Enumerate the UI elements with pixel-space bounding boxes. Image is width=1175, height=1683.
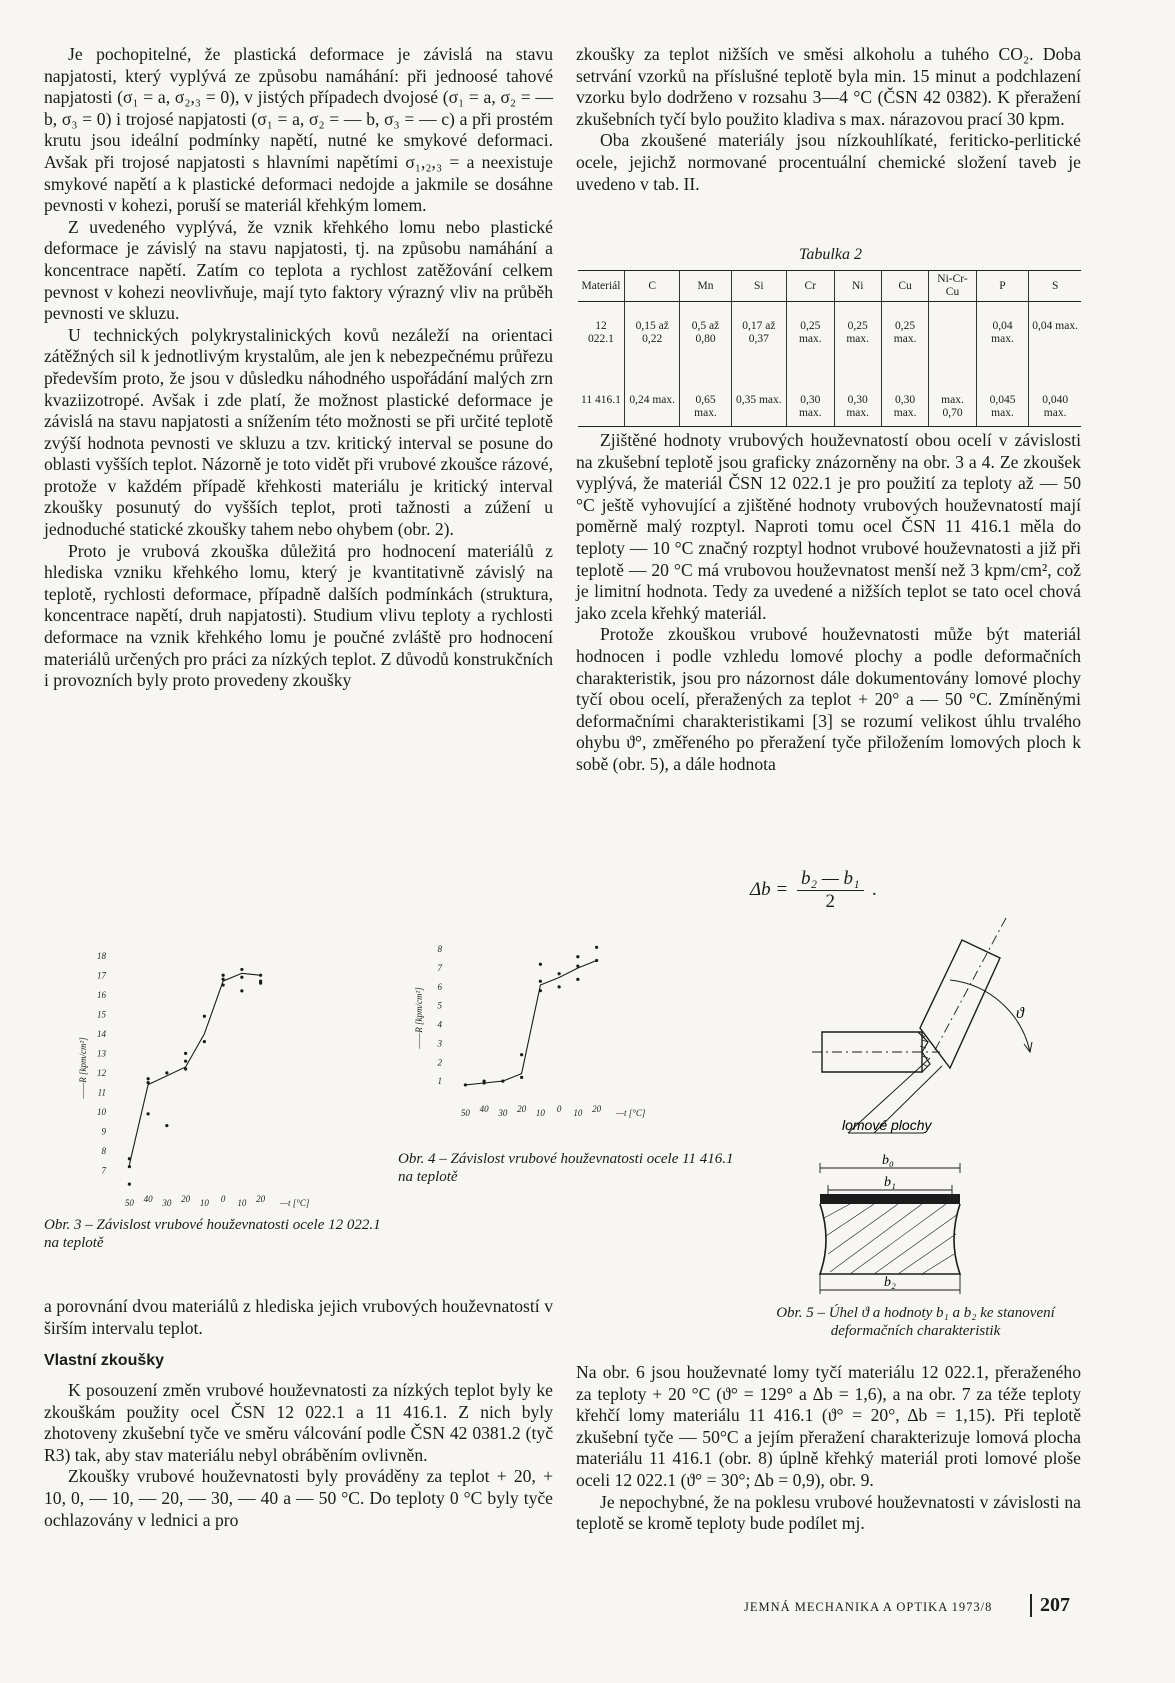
x-tick-label: 40 xyxy=(143,1194,153,1204)
paragraph: U technických polykrystalinických kovů nezáleží na orientaci zátěžných sil k jednotlivým krystalům, ale jen k nebezpečnému průřezu především proto, že jsou v důsledku náhodného uspořádání malých zrn kvaziizotropé. Avšak i zde platí, že možnost plastické deformace je závislá na stavu napjatosti a snížením této možnosti se při určité teplotě zvýší hodnota pevnosti ve skluzu a tzv. kritický interval se posune do oblasti vyšších teplot. Názorně je toto vidět při vrubové zkoušce rázové, protože v každém případě křehkosti materiálu je kritický interval zkoušky posunutý do vyšších teplot, proti tažnosti a zúžení u jednoduché statické zkoušky tahem nebo ohybem (obr. 2). xyxy=(44,324,553,540)
data-point xyxy=(240,976,243,979)
formula-denominator: 2 xyxy=(825,891,836,912)
formula-numerator: b₂ — b₁ xyxy=(797,868,864,891)
data-point xyxy=(595,946,598,949)
composition-table xyxy=(578,270,1081,427)
y-tick-label: 14 xyxy=(97,1028,106,1039)
data-point xyxy=(539,989,542,992)
table-header: Materiál xyxy=(578,271,624,302)
data-point xyxy=(165,1071,168,1074)
y-tick-label: 18 xyxy=(97,950,106,961)
notch-band xyxy=(820,1194,960,1204)
x-tick-label: 20 xyxy=(256,1194,266,1204)
table-header: Si xyxy=(731,271,787,302)
paragraph: K posouzení změn vrubové houževnatosti za nízkých teplot byly ke zkouškám použity ocel ČSN 12 022.1 a 11 416.1. Z nich byly zhotoveny zkušební tyče ve směru válcování podle ČSN 42 0381.2 (tyč R3) tak, aby stav materiálu nebyl obráběním ovlivněn. xyxy=(44,1380,553,1465)
y-tick-label: 12 xyxy=(97,1067,106,1078)
y-tick-label: 8 xyxy=(437,944,442,955)
right-column-text-bottom xyxy=(576,1362,1081,1535)
data-point xyxy=(184,1052,187,1055)
theta-label: ϑ xyxy=(1016,1005,1024,1022)
data-point xyxy=(558,985,561,988)
data-point xyxy=(240,968,243,971)
b1-label: b₁ xyxy=(884,1175,896,1190)
paragraph: Proto je vrubová zkouška důležitá pro hodnocení materiálů z hlediska vzniku křehkého lomu, který je kvantitativně závislý na teplotě, rychlosti deformace, případně dalších podmínkách (struktura, koncentrace napětí, druh napjatosti). Studium vlivu teploty a rychlosti deformace na vznik křehkého lomu je poučné zvláště pro hodnocení materiálů určených pro práci za nízkých teplot. Z důvodů konstrukčních i provozních byly proto provedeny zkoušky xyxy=(44,540,553,691)
section-heading: Vlastní zkoušky xyxy=(44,1352,165,1369)
formula-tail: . xyxy=(872,878,878,900)
table-cell: 0,30 max. xyxy=(787,384,834,427)
figure-5-diagram xyxy=(810,918,1070,1298)
y-tick-label: 7 xyxy=(101,1165,106,1176)
y-tick-label: 8 xyxy=(101,1145,106,1156)
b0-label: b₀ xyxy=(882,1153,894,1168)
data-point xyxy=(222,983,225,986)
data-point xyxy=(184,1067,187,1070)
x-axis-label: —t [°C] xyxy=(616,1108,646,1118)
x-tick-label: 50 xyxy=(124,1198,134,1208)
y-tick-label: 3 xyxy=(437,1038,442,1049)
table-cell: 0,35 max. xyxy=(731,384,787,427)
right-column-text-top xyxy=(576,44,1081,195)
data-point xyxy=(203,1040,206,1043)
table-title: Tabulka 2 xyxy=(799,246,862,263)
x-tick-label: 20 xyxy=(517,1104,527,1114)
y-tick-label: 5 xyxy=(437,1000,442,1011)
data-point xyxy=(595,959,598,962)
delta-b-formula xyxy=(750,868,877,913)
table-cell: 0,04 max. xyxy=(1029,302,1081,385)
data-point xyxy=(147,1112,150,1115)
left-column-text-bottom2 xyxy=(44,1380,553,1531)
figure-4-caption xyxy=(398,1150,738,1186)
y-tick-label: 16 xyxy=(97,989,106,1000)
series-line xyxy=(129,973,260,1164)
right-column-text-mid xyxy=(576,430,1081,776)
data-point xyxy=(259,980,262,983)
figure-3-chart xyxy=(80,940,350,1210)
data-point xyxy=(520,1053,523,1056)
figure-4-chart xyxy=(414,926,690,1136)
data-point xyxy=(184,1060,187,1063)
table-row xyxy=(578,302,1081,385)
data-point xyxy=(501,1080,504,1083)
table-header: Cu xyxy=(881,271,928,302)
y-tick-label: 6 xyxy=(437,981,442,992)
table-cell: 0,25 max. xyxy=(834,302,881,385)
data-point xyxy=(147,1077,150,1080)
figure-3-caption xyxy=(44,1216,384,1252)
formula-lhs: Δb = xyxy=(750,878,789,900)
table-cell: 0,30 max. xyxy=(834,384,881,427)
table-cell: 0,17 až 0,37 xyxy=(731,302,787,385)
table-cell: 0,30 max. xyxy=(881,384,928,427)
formula-fraction xyxy=(797,868,864,913)
x-axis-label: —t [°C] xyxy=(280,1198,310,1208)
data-point xyxy=(128,1183,131,1186)
y-tick-label: 15 xyxy=(97,1009,106,1020)
x-tick-label: 10 xyxy=(237,1198,247,1208)
left-column-text xyxy=(44,44,553,692)
data-point xyxy=(464,1083,467,1086)
y-tick-label: 4 xyxy=(437,1019,442,1030)
data-point xyxy=(483,1080,486,1083)
paragraph: Je nepochybné, že na poklesu vrubové houževnatosti v závislosti na teplotě se kromě teploty bude podílet mj. xyxy=(576,1491,1081,1534)
table-header: S xyxy=(1029,271,1081,302)
table-header: Ni xyxy=(834,271,881,302)
lomove-plochy-label: lomové plochy xyxy=(842,1117,932,1133)
x-tick-label: 10 xyxy=(199,1198,209,1208)
paragraph: zkoušky za teplot nižších ve směsi alkoholu a tuhého CO₂. Doba setrvání vzorků na příslušné teplotě byla min. 15 minut a podchlazení vzorku bylo dodrženo v rozsahu 3—4 °C (ČSN 42 0382). K přeražení zkušebních tyčí bylo použito kladiva s max. nárazovou prací 30 kpm. xyxy=(576,44,1081,129)
specimen-inclined xyxy=(920,940,1000,1068)
paragraph: Protože zkouškou vrubové houževnatosti může být materiál hodnocen i podle vzhledu lomové plochy a podle deformačních charakteristik, jsou pro názornost dále dokumentovány lomové plochy tyčí obou ocelí, přeražených za teplot + 20° a — 50 °C. Zmíněnými deformačními charakteristikami [3] se rozumí velikost úhlu trvalého ohybu ϑ°, změřeného po přeražení tyče přiložením lomových ploch k sobě (obr. 5), a dále hodnota xyxy=(576,624,1081,774)
table-header: Ni-Cr-Cu xyxy=(929,271,976,302)
data-point xyxy=(576,965,579,968)
table-header: Cr xyxy=(787,271,834,302)
y-tick-label: 10 xyxy=(97,1106,106,1117)
data-point xyxy=(203,1015,206,1018)
data-point xyxy=(576,978,579,981)
data-point xyxy=(558,972,561,975)
table-cell: 0,25 max. xyxy=(881,302,928,385)
data-point xyxy=(222,974,225,977)
x-tick-label: 50 xyxy=(460,1108,470,1118)
table-cell: 12 022.1 xyxy=(588,320,614,345)
table-cell: 0,045 max. xyxy=(976,384,1029,427)
b2-label: b₂ xyxy=(884,1275,896,1290)
caption-text: Obr. 4 – Závislost vrubové houževnatosti ocele 11 416.1 na teplotě xyxy=(398,1151,734,1185)
table-cell: 0,25 max. xyxy=(787,302,834,385)
left-column-text-bottom xyxy=(44,1296,553,1339)
table-cell: 0,24 max. xyxy=(624,384,680,427)
x-tick-label: 20 xyxy=(592,1104,602,1114)
x-tick-label: 0 xyxy=(556,1104,562,1114)
data-point xyxy=(520,1076,523,1079)
y-tick-label: 17 xyxy=(97,970,106,981)
x-tick-label: 10 xyxy=(535,1108,545,1118)
paragraph: Na obr. 6 jsou houževnaté lomy tyčí materiálu 12 022.1, přeraženého za teploty + 20 °C (ϑ° = 129° a Δb = 1,6), a na obr. 7 za téže teploty křehčí lomy materiálu 11 416.1 (ϑ° = 20°, Δb = 1,15). Při teplotě zkušební tyče — 50°C a jejím přeražení charakterizuje lomová plocha materiálu 11 416.1 (obr. 8) úplně křehký materiál proti lomové ploše oceli 12 022.1 (ϑ° = 30°; Δb = 0,9), obr. 9. xyxy=(576,1362,1081,1490)
y-tick-label: 7 xyxy=(437,963,442,974)
data-point xyxy=(147,1081,150,1084)
paragraph: Je pochopitelné, že plastická deformace je závislá na stavu napjatosti, který vyplývá ze způsobu namáhání: při jednoosé tahové napjatosti (σ₁ = a, σ₂,₃ = 0), v jistých případech dvojosé (σ₁ = a, σ₂ = — b, σ₃ = 0) i trojosé napjatosti (σ₁ = a, σ₂ = — b, σ₃ = — c) a při prostém krutu jsou ideální podmínky napětí, nutné ke smykové deformaci. Avšak při trojosé napjatosti s hlavními napětími σ₁,₂,₃ = a neexistuje smykové napětí a k plastické deformaci nedojde a jakmile se dosáhne pevnosti v kohezi, poruší se materiál křehkým lomem. xyxy=(44,44,553,216)
caption-text: Obr. 3 – Závislost vrubové houževnatosti ocele 12 022.1 na teplotě xyxy=(44,1217,381,1251)
table-row xyxy=(578,384,1081,427)
y-tick-label: 9 xyxy=(101,1126,106,1137)
table-cell xyxy=(929,302,976,385)
y-tick-label: 11 xyxy=(97,1087,106,1098)
data-point xyxy=(259,974,262,977)
page-number: 207 xyxy=(1030,1594,1070,1617)
table-cell: 0,5 až 0,80 xyxy=(680,302,731,385)
data-point xyxy=(576,955,579,958)
data-point xyxy=(165,1124,168,1127)
table-header: C xyxy=(624,271,680,302)
table-cell: 0,040 max. xyxy=(1029,384,1081,427)
table-cell: 0,04 max. xyxy=(976,302,1029,385)
paragraph: Z uvedeného vyplývá, že vznik křehkého lomu nebo plastické deformace je závislý na stavu napjatosti, tj. na způsobu namáhání a koncentrace napětí. Zatím co teplota a rychlost zatěžování celkem pevnost v kohezi neovlivňuje, mají tyto faktory výrazný vliv na průběh pevnosti ve skluzu. xyxy=(44,216,553,324)
paragraph: Zkoušky vrubové houževnatosti byly prováděny za teplot + 20, + 10, 0, — 10, — 20, — 30, — 40 a — 50 °C. Do teploty 0 °C byly tyče ochlazovány v lednici a pro xyxy=(44,1466,553,1530)
table-cell: 11 416.1 xyxy=(578,384,624,427)
data-point xyxy=(128,1165,131,1168)
y-axis-label: ——R [kpm/cm²] xyxy=(78,1037,88,1099)
table-header: P xyxy=(976,271,1029,302)
y-tick-label: 1 xyxy=(437,1076,442,1087)
figure-5-caption xyxy=(748,1304,1083,1340)
table-header: Mn xyxy=(680,271,731,302)
hatching xyxy=(824,1204,958,1274)
caption-text: Obr. 5 – Úhel ϑ a hodnoty b₁ a b₂ ke stanovení deformačních charakteristik xyxy=(776,1305,1055,1339)
paragraph: Zjištěné hodnoty vrubových houževnatostí obou ocelí v závislosti na zkušební teplotě jsou graficky znázorněny na obr. 3 a 4. Ze zkoušek vyplývá, že materiál ČSN 12 022.1 je pro použití za teploty až — 50 °C ještě vyhovující a zjištěné hodnoty vrubových houževnatostí mají poměrně malý rozptyl. Naproti tomu ocel ČSN 11 416.1 měla do teploty — 10 °C značný rozptyl hodnot vrubové houževnatosti a již při teplotě — 20 °C má vrubovou houževnatost menší než 3 kpm/cm², což je limitní hodnota. Tedy za uvedené a nižších teplot se tato ocel chová jako zcela křehký materiál. xyxy=(576,430,1081,623)
data-point xyxy=(539,980,542,983)
y-tick-label: 2 xyxy=(437,1057,442,1068)
x-tick-label: 20 xyxy=(181,1194,191,1204)
data-point xyxy=(240,989,243,992)
x-tick-label: 10 xyxy=(573,1108,583,1118)
table-cell: 0,65 max. xyxy=(680,384,731,427)
table-header-row xyxy=(578,271,1081,302)
x-tick-label: 40 xyxy=(479,1104,489,1114)
y-tick-label: 13 xyxy=(97,1048,106,1059)
table-cell: 0,15 až 0,22 xyxy=(624,302,680,385)
data-point xyxy=(222,978,225,981)
journal-footer: JEMNÁ MECHANIKA A OPTIKA 1973/8 xyxy=(744,1600,993,1614)
table-cell: max. 0,70 xyxy=(929,384,976,427)
inclined-center-line xyxy=(935,918,1006,1050)
paragraph: Oba zkoušené materiály jsou nízkouhlíkaté, feriticko-perlitické ocele, jejichž normované procentuální chemické složení taveb je uvedeno v tab. II. xyxy=(576,130,1081,194)
x-tick-label: 0 xyxy=(220,1194,226,1204)
x-tick-label: 30 xyxy=(162,1198,172,1208)
paragraph: a porovnání dvou materiálů z hlediska jejich vrubových houževnatostí v širším intervalu teplot. xyxy=(44,1296,553,1338)
x-tick-label: 30 xyxy=(498,1108,508,1118)
data-point xyxy=(128,1157,131,1160)
y-axis-label: ——R [kpm/cm²] xyxy=(414,987,424,1049)
data-point xyxy=(539,963,542,966)
